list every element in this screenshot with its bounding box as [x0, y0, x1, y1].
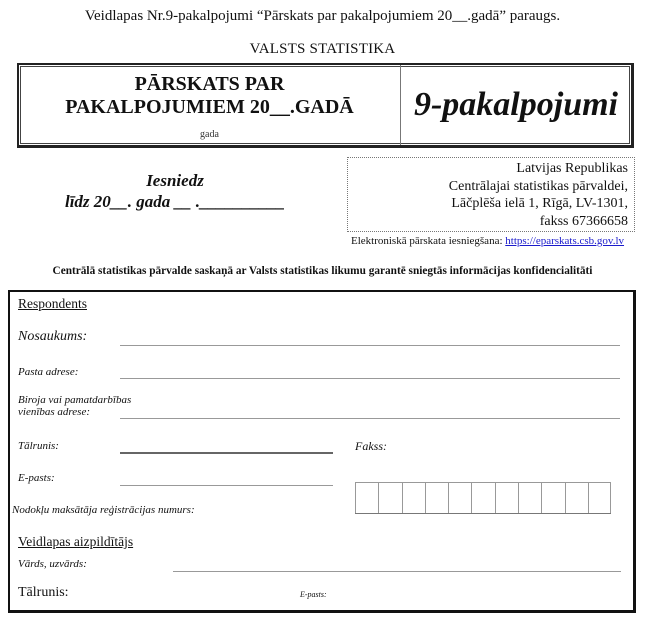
full-name-input[interactable]: [173, 571, 621, 572]
filler-heading: Veidlapas aizpildītājs: [18, 534, 134, 549]
recipient-line: Centrālajai statistikas pārvaldei,: [448, 178, 628, 194]
submission-line1: Iesniedz: [146, 171, 204, 190]
email-input[interactable]: [120, 485, 333, 486]
office-address-input[interactable]: [120, 418, 620, 419]
recipient-line: Latvijas Republikas: [516, 161, 628, 176]
tax-number-cell[interactable]: [588, 482, 611, 513]
tax-number-cell[interactable]: [355, 482, 378, 513]
respondent-heading: Respondents: [18, 296, 87, 311]
filler-phone-label: Tālrunis:: [18, 585, 69, 600]
email-label: E-pasts:: [18, 472, 55, 484]
postal-address-input[interactable]: [120, 378, 620, 379]
recipient-line: Lāčplēša ielā 1, Rīgā, LV-1301,: [451, 196, 628, 211]
tax-number-cell[interactable]: [402, 482, 425, 513]
full-name-label: Vārds, uzvārds:: [18, 558, 87, 570]
report-subtitle: gada: [200, 129, 219, 140]
tax-number-cell[interactable]: [541, 482, 564, 513]
tax-number-input[interactable]: [355, 482, 611, 514]
tax-number-cell[interactable]: [565, 482, 588, 513]
title-left-cell: [19, 65, 401, 145]
form-code: 9-pakalpojumi: [413, 86, 619, 123]
e-report-link[interactable]: https://eparskats.csb.gov.lv: [505, 235, 625, 247]
report-title-line1: PĀRSKATS PAR: [134, 73, 285, 95]
office-address-label-line2: vienības adrese:: [18, 406, 90, 418]
document-caption: Veidlapas Nr.9-pakalpojumi “Pārskats par pakalpojumiem 20__.gadā” paraugs.: [84, 8, 561, 24]
respondent-form: [8, 290, 636, 613]
tax-number-cell[interactable]: [448, 482, 471, 513]
tax-number-cell[interactable]: [518, 482, 541, 513]
office-address-label: [18, 394, 131, 418]
submission-line2: līdz 20__. gada __ .__________: [64, 192, 286, 211]
tax-number-cell[interactable]: [378, 482, 401, 513]
submission-deadline: [40, 170, 310, 212]
confidentiality-note: Centrālā statistikas pārvalde saskaņā ar Valsts statistikas likumu garantē sniegtās informācijas konfidencialitāti: [52, 265, 593, 277]
report-title-line2: PAKALPOJUMIEM 20__.GADĀ: [65, 96, 354, 118]
tax-number-label: Nodokļu maksātāja reģistrācijas numurs:: [12, 504, 195, 516]
title-box: [17, 63, 634, 148]
tax-number-cell[interactable]: [471, 482, 494, 513]
name-input[interactable]: [120, 345, 620, 346]
tax-number-cell[interactable]: [495, 482, 518, 513]
report-title: [19, 73, 400, 119]
fax-label: Fakss:: [355, 439, 387, 453]
phone-label: Tālrunis:: [18, 440, 59, 452]
office-address-label-line1: Biroja vai pamatdarbības: [18, 394, 132, 406]
recipient-address-box: [347, 157, 635, 232]
e-report-label: Elektroniskā pārskata iesniegšana:: [351, 235, 503, 247]
recipient-line: fakss 67366658: [539, 213, 628, 229]
filler-email-label: E-pasts:: [300, 590, 327, 599]
tax-number-cell[interactable]: [425, 482, 448, 513]
agency-name: VALSTS STATISTIKA: [249, 41, 396, 57]
postal-address-label: Pasta adrese:: [18, 366, 79, 378]
e-report-line: [351, 235, 624, 247]
name-label: Nosaukums:: [18, 329, 88, 344]
phone-input[interactable]: [120, 452, 333, 454]
